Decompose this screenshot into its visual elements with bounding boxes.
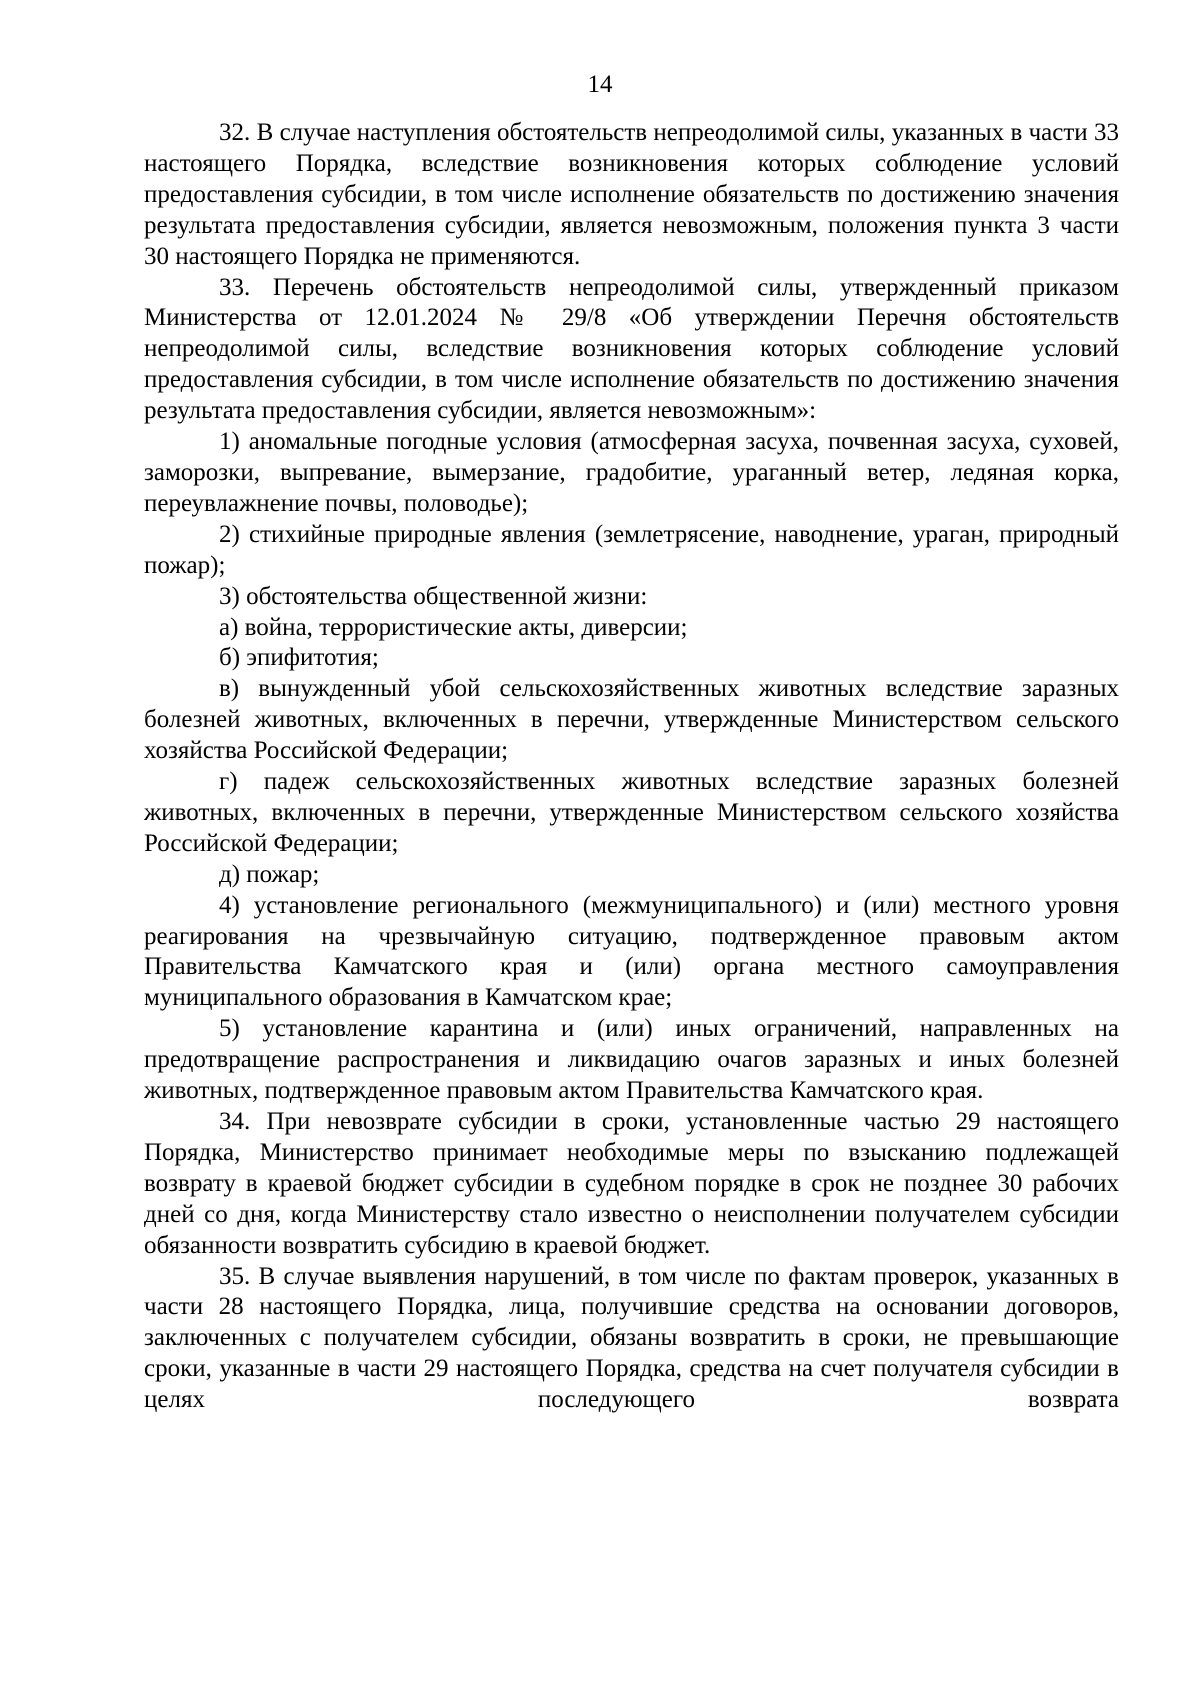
sub-item-d: д) пожар; [219, 860, 320, 888]
paragraph-35: 35. В случае выявления нарушений, в том числе по фактам проверок, указанных в части 28 настоящего Порядка, лица, получившие средства на основании договоров, заключенных с получателем субсидии, обязаны возвратить в сроки, не превышающие сроки, указанные в части 29 настоящего Порядка, средства на счет получателя субсидии в целях последующего возврата [144, 1262, 1119, 1414]
sub-item-a: а) война, террористические акты, диверсии; [219, 613, 688, 641]
paragraph-34: 34. При невозврате субсидии в сроки, установленные частью 29 настоящего Порядка, Министерство принимает необходимые меры по взысканию подлежащей возврату в краевой бюджет субсидии в судебном порядке в срок не позднее 30 рабочих дней со дня, когда Министерству стало известно о неисполнении получателем субсидии обязанности возвратить субсидию в краевой бюджет. [144, 1108, 1119, 1259]
list-item-2: 2) стихийные природные явления (землетрясение, наводнение, ураган, природный пожар); [144, 520, 1119, 579]
document-body [144, 118, 1119, 1416]
sub-item-v: в) вынужденный убой сельскохозяйственных животных вследствие заразных болезней животных, включенных в перечни, утвержденные Министерством сельского хозяйства Российской Федерации; [144, 675, 1119, 765]
list-item-4: 4) установление регионального (межмуниципального) и (или) местного уровня реагирования на чрезвычайную ситуацию, подтвержденное правовым актом Правительства Камчатского края и (или) органа местного самоуправления муниципального образования в Камчатском крае; [144, 891, 1119, 1012]
paragraph-33: 33. Перечень обстоятельств непреодолимой силы, утвержденный приказом Министерства от 12.01.2024 № 29/8 «Об утверждении Перечня обстоятельств непреодолимой силы, вследствие возникновения которых соблюдение условий предоставления субсидии, в том числе исполнение обязательств по достижению значения результата предоставления субсидии, является невозможным»: [144, 273, 1119, 425]
paragraph-32: 32. В случае наступления обстоятельств непреодолимой силы, указанных в части 33 настоящего Порядка, вследствие возникновения которых соблюдение условий предоставления субсидии, в том числе исполнение обязательств по достижению значения результата предоставления субсидии, является невозможным, положения пункта 3 части 30 настоящего Порядка не применяются. [144, 119, 1119, 270]
list-item-3: 3) обстоятельства общественной жизни: [219, 582, 648, 610]
list-item-1: 1) аномальные погодные условия (атмосферная засуха, почвенная засуха, суховей, заморозки, выпревание, вымерзание, градобитие, ураганный ветер, ледяная корка, переувлажнение почвы, половодье); [144, 428, 1119, 517]
page-number: 14 [587, 71, 613, 98]
sub-item-b: б) эпифитотия; [219, 644, 379, 672]
sub-item-g: г) падеж сельскохозяйственных животных вследствие заразных болезней животных, включенных в перечни, утвержденные Министерством сельского хозяйства Российской Федерации; [144, 768, 1119, 857]
list-item-5: 5) установление карантина и (или) иных ограничений, направленных на предотвращение распространения и ликвидацию очагов заразных и иных болезней животных, подтвержденное правовым актом Правительства Камчатского края. [144, 1015, 1119, 1105]
